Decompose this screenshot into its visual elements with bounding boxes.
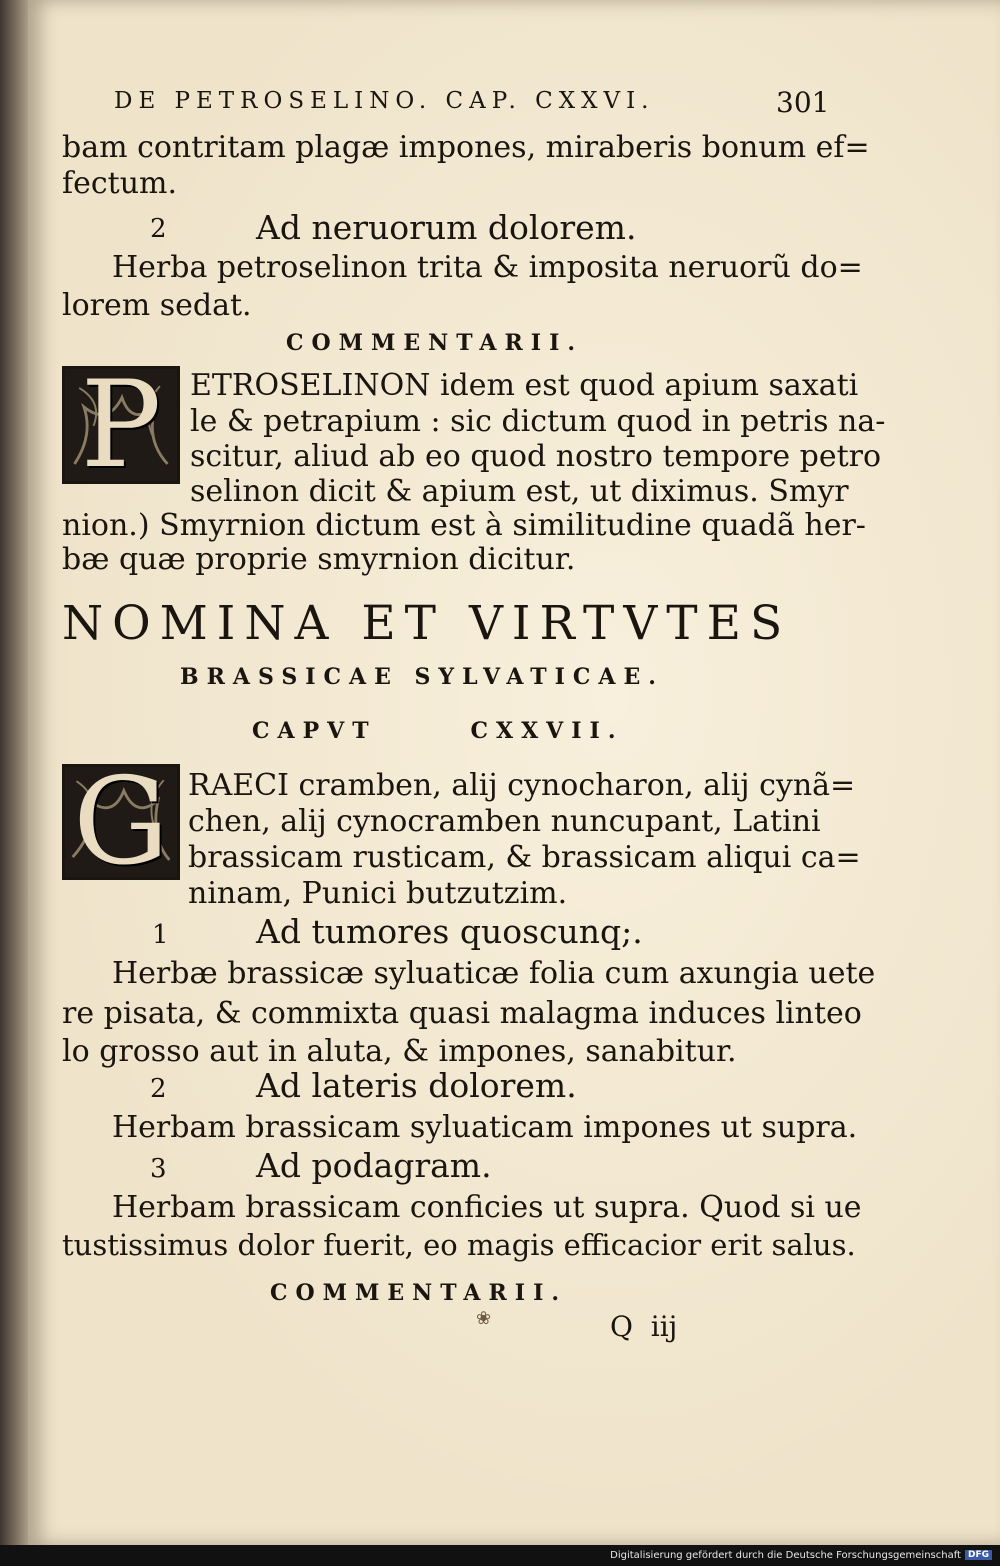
commentary-heading: COMMENTARII. <box>286 330 584 356</box>
remedy-title: Ad lateris dolorem. <box>256 1066 577 1105</box>
text-line: tustissimus dolor fuerit, eo magis efficacior erit salus. <box>62 1228 856 1262</box>
remedy-number: 3 <box>150 1154 167 1184</box>
decorated-initial <box>62 764 180 880</box>
text-line: bæ quæ proprie smyrnion dicitur. <box>62 542 576 577</box>
decorated-initial <box>62 366 180 484</box>
chapter-subtitle: BRASSICAE SYLVATICAE. <box>180 664 664 690</box>
chapter-title: NOMINA ET VIRTVTES <box>62 596 792 651</box>
text-line: re pisata, & commixta quasi malagma induces linteo <box>62 996 862 1031</box>
page-number: 301 <box>776 86 830 119</box>
text-line: Herba petroselinon trita & imposita neruorũ do= <box>112 250 863 285</box>
digitization-credit <box>608 1548 994 1562</box>
remedy-number: 2 <box>150 214 167 244</box>
initial-letter: G <box>73 764 169 880</box>
remedy-number: 1 <box>152 920 169 950</box>
remedy-title: Ad podagram. <box>256 1146 492 1185</box>
running-title: DE PETROSELINO. CAP. CXXVI. <box>114 88 655 114</box>
text-line: chen, alij cynocramben nuncupant, Latini <box>188 804 821 839</box>
credit-text: Digitalisierung gefördert durch die Deutsche Forschungsgemeinschaft <box>610 1549 961 1561</box>
text-line: Herbam brassicam conficies ut supra. Quod si ue <box>112 1190 862 1225</box>
text-line: lorem sedat. <box>62 288 252 323</box>
text-line: bam contritam plagæ impones, miraberis bonum ef= <box>62 130 870 165</box>
text-line: brassicam rusticam, & brassicam aliqui ca= <box>188 840 861 875</box>
signature-mark: Q iij <box>610 1310 678 1343</box>
text-line: Herbæ brassicæ syluaticæ folia cum axungia uete <box>112 956 876 991</box>
text-line: ETROSELINON idem est quod apium saxati <box>190 368 859 403</box>
text-line: nion.) Smyrnion dictum est à similitudine quadã her- <box>62 508 866 543</box>
text-line: lo grosso aut in aluta, & impones, sanabitur. <box>62 1034 737 1069</box>
text-line: ninam, Punici butzutzim. <box>188 876 568 911</box>
chapter-number: CAPVT CXXVII. <box>252 718 624 744</box>
initial-letter: P <box>80 366 162 484</box>
printer-ornament-icon: ❀ <box>476 1308 492 1329</box>
text-line: scitur, aliud ab eo quod nostro tempore petro <box>190 439 882 474</box>
remedy-title: Ad tumores quoscunq;. <box>256 912 643 951</box>
text-line: RAECI cramben, alij cynocharon, alij cynã= <box>188 768 856 803</box>
text-line: fectum. <box>62 166 178 201</box>
dfg-logo: DFG <box>965 1550 992 1560</box>
remedy-title: Ad neruorum dolorem. <box>256 208 637 247</box>
commentary-heading: COMMENTARII. <box>270 1280 568 1306</box>
text-line: Herbam brassicam syluaticam impones ut supra. <box>112 1110 858 1145</box>
text-line: selinon dicit & apium est, ut diximus. Smyr <box>190 474 849 509</box>
text-line: le & petrapium : sic dictum quod in petris na- <box>190 404 886 439</box>
remedy-number: 2 <box>150 1074 167 1104</box>
